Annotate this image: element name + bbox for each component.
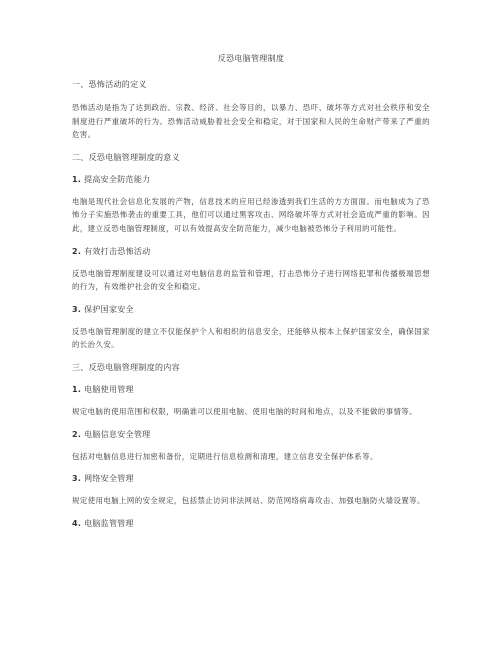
item-number: 2. [72, 246, 82, 256]
document-page [72, 53, 430, 539]
item-number: 1. [72, 174, 82, 184]
sub-heading [72, 174, 430, 185]
document-title: 反恐电脑管理制度 [217, 54, 285, 63]
paragraph: 包括对电脑信息进行加密和备份，定期进行信息检测和清理，建立信息安全保护体系等。 [72, 451, 378, 461]
sub-heading [72, 384, 430, 395]
section-heading-content: 三、反恐电脑管理制度的内容 [72, 362, 180, 372]
item-title: 电脑使用管理 [84, 384, 134, 394]
sub-heading [72, 246, 430, 257]
item-number: 2. [72, 429, 82, 439]
paragraph: 恐怖活动是指为了达到政治、宗教、经济、社会等目的，以暴力、恐吓、破坏等方式对社会秩序和安全制度进行严重破坏的行为。恐怖活动威胁着社会安全和稳定，对于国家和人民的生命财产带来了严重的危害。 [72, 103, 430, 140]
item-number: 1. [72, 384, 82, 394]
sub-heading [72, 518, 430, 529]
item-title: 提高安全防范能力 [84, 174, 151, 184]
paragraph: 规定使用电脑上网的安全规定，包括禁止访问非法网站、防范网络病毒攻击、加强电脑防火墙设置等。 [72, 496, 425, 506]
paragraph: 规定电脑的使用范围和权限，明确谁可以使用电脑、使用电脑的时间和地点，以及不能做的事情等。 [72, 406, 417, 416]
item-title: 有效打击恐怖活动 [84, 246, 151, 256]
item-title: 保护国家安全 [84, 304, 134, 314]
item-title: 网络安全管理 [84, 474, 134, 484]
sub-heading [72, 429, 430, 440]
item-number: 3. [72, 304, 82, 314]
section-heading-definition: 一、恐怖活动的定义 [72, 80, 147, 89]
item-number: 4. [72, 518, 82, 528]
paragraph: 电脑是现代社会信息化发展的产物，信息技术的应用已经渗透到我们生活的方方面面。而电脑成为了恐怖分子实施恐怖袭击的重要工具，他们可以通过黑客攻击、网络破坏等方式对社会造成严重的影响。因此，建立反恐电脑管理制度，可以有效提高安全防范能力，减少电脑被恐怖分子利用的可能性。 [72, 196, 430, 233]
item-title: 电脑信息安全管理 [84, 429, 151, 439]
item-number: 3. [72, 474, 82, 484]
sub-heading [72, 473, 430, 484]
item-title: 电脑监管管理 [84, 518, 134, 528]
paragraph: 反恐电脑管理制度建设可以通过对电脑信息的监管和管理，打击恐怖分子进行网络犯罪和传播极端思想的行为，有效维护社会的安全和稳定。 [72, 268, 430, 292]
sub-heading [72, 304, 430, 315]
paragraph: 反恐电脑管理制度的建立不仅能保护个人和组织的信息安全，还能够从根本上保护国家安全，确保国家的长治久安。 [72, 326, 430, 350]
section-heading-significance: 二、反恐电脑管理制度的意义 [72, 152, 180, 162]
